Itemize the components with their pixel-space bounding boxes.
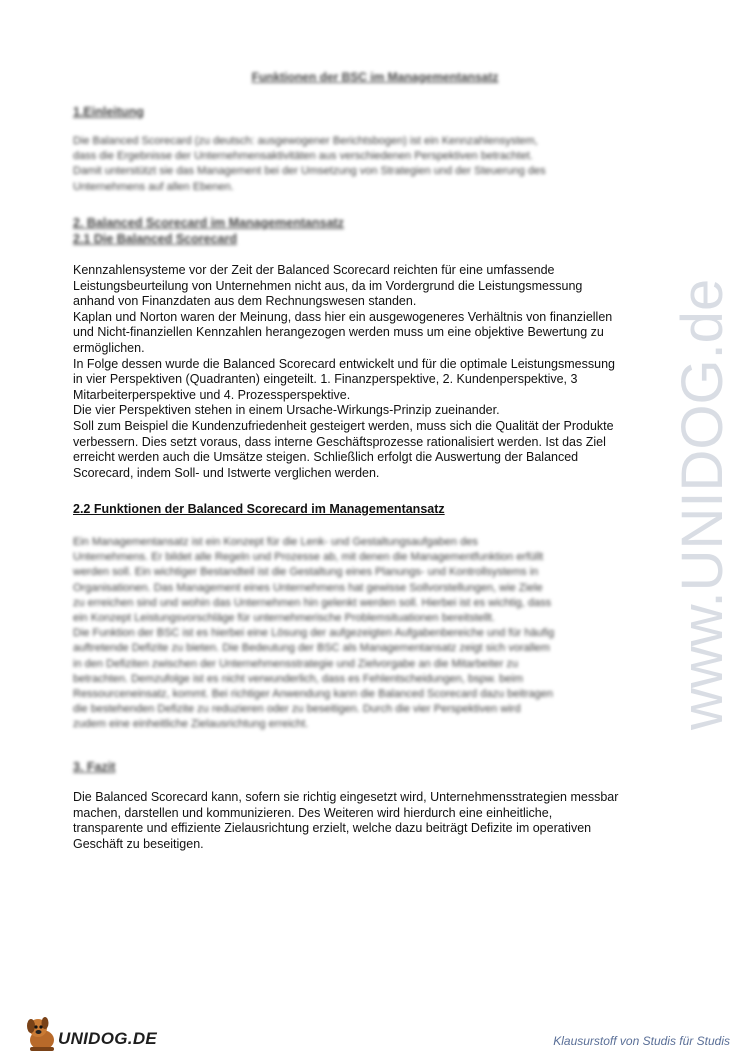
text-line: die bestehenden Defizite zu reduzieren oder zu beseitigen. Durch die vier Perspektiven wird — [73, 703, 521, 716]
text-line: machen, darstellen und kommunizieren. Des Weiteren wird hierdurch eine einheitliche, — [73, 805, 553, 820]
text-line: ein Konzept Leistungsvorschläge für unternehmerische Problemsituationen bereitstellt. — [73, 612, 495, 625]
text-line: Ein Managementansatz ist ein Konzept für die Lenk- und Gestaltungsaufgaben des — [73, 536, 478, 548]
text-line: zudem eine einheitliche Zielausrichtung erreicht. — [73, 718, 309, 731]
section-2-2-heading: 2.2 Funktionen der Balanced Scorecard im Managementansatz — [73, 502, 445, 516]
text-line: in vier Perspektiven (Quadranten) eingeteilt. 1. Finanzperspektive, 2. Kundenperspektive, 3 — [73, 372, 578, 387]
unidog-logo — [22, 1012, 162, 1056]
text-line: Die Funktion der BSC ist es hierbei eine Lösung der aufgezeigten Aufgabenbereiche und für häufig — [73, 627, 555, 640]
text-line: Die Balanced Scorecard (zu deutsch: ausgewogener Berichtsbogen) ist ein Kennzahlensystem, — [73, 135, 538, 147]
text-line: Soll zum Beispiel die Kundenzufriedenheit gesteigert werden, muss sich die Qualität der Produkte — [73, 418, 614, 433]
watermark-text: www.UNIDOG.de — [670, 278, 735, 730]
text-line: erreicht werden auch die Umsätze steigen. Schließlich erfolgt die Auswertung der Balanced — [73, 450, 579, 465]
text-line: Unternehmens. Er bildet alle Regeln und Prozesse ab, mit denen die Managementfunktion erfüllt — [73, 551, 544, 564]
dog-mascot-icon — [22, 1014, 62, 1054]
section-3-heading: 3. Fazit — [73, 760, 116, 774]
text-line: transparente und effiziente Zielausrichtung erzielt, welche dazu beiträgt Defizite im operativen — [73, 821, 592, 836]
section-2-1-heading: 2.1 Die Balanced Scorecard — [73, 232, 237, 246]
text-line: zu erreichen sind und wohin das Unternehmen hin gelenkt werden soll. Hierbei ist es wichtig, dass — [73, 596, 552, 609]
text-line: auftretende Defizite zu bieten. Die Bedeutung der BSC als Managementansatz zeigt sich vorallem — [73, 642, 550, 655]
text-line: Unternehmens auf allen Ebenen. — [73, 180, 234, 193]
text-line: anhand von Finanzdaten aus dem Rechnungswesen standen. — [73, 294, 417, 309]
text-line: Geschäft zu beseitigen. — [73, 836, 204, 851]
text-line: Mitarbeiterperspektive und 4. Prozessperspektive. — [73, 387, 351, 402]
footer-tagline: Klausurstoff von Studis für Studis — [553, 1034, 730, 1048]
section-1-paragraph — [73, 134, 678, 195]
text-line: Die vier Perspektiven stehen in einem Ursache-Wirkungs-Prinzip zueinander. — [73, 403, 500, 418]
text-line: verbessern. Dies setzt voraus, dass interne Geschäftsprozesse rationalisiert werden. Ist das Ziel — [73, 434, 606, 449]
text-line: Ressourceneinsatz, kommt. Bei richtiger Anwendung kann die Balanced Scorecard dazu beitragen — [73, 688, 553, 701]
text-line: in den Defiziten zwischen der Unternehmensstrategie und Zielvorgabe an die Mitarbeiter zu — [73, 657, 519, 670]
section-2-2-paragraph — [73, 535, 678, 733]
logo-wordmark: UNIDOG.DE — [58, 1029, 158, 1048]
section-3-paragraph — [73, 790, 678, 852]
section-1-heading: 1.Einleitung — [73, 105, 144, 119]
text-line: ermöglichen. — [73, 340, 145, 355]
text-line: werden soll. Ein wichtiger Bestandteil ist die Gestaltung eines Planungs- und Kontrollsystems in — [73, 566, 539, 579]
text-line: Die Balanced Scorecard kann, sofern sie richtig eingesetzt wird, Unternehmensstrategien messbar — [73, 790, 619, 804]
section-2-1-paragraph — [73, 263, 678, 481]
text-line: Scorecard, indem Soll- und Istwerte verglichen werden. — [73, 465, 380, 480]
text-line: Organisationen. Das Management eines Unternehmens hat gewisse Sollvorstellungen, wie Ziele — [73, 581, 543, 594]
text-line: Leistungsbeurteilung von Unternehmen nicht aus, da im Vordergrund die Leistungsmessung — [73, 278, 583, 293]
text-line: Kaplan und Norton waren der Meinung, dass hier ein ausgewogeneres Verhältnis von finanziellen — [73, 309, 613, 324]
section-2-heading: 2. Balanced Scorecard im Managementansatz — [73, 216, 344, 230]
text-line: und Nicht-finanziellen Kennzahlen herangezogen werden muss um eine objektive Bewertung zu — [73, 325, 604, 340]
document-title: Funktionen der BSC im Managementansatz — [251, 70, 499, 84]
text-line: betrachten. Demzufolge ist es nicht verwunderlich, dass es Fehlentscheidungen, bspw. beim — [73, 672, 524, 685]
text-line: Kennzahlensysteme vor der Zeit der Balanced Scorecard reichten für eine umfassende — [73, 263, 555, 277]
text-line: dass die Ergebnisse der Unternehmensaktivitäten aus verschiedenen Perspektiven betrachtet. — [73, 150, 533, 163]
text-line: Damit unterstützt sie das Management bei der Umsetzung von Strategien und der Steuerung des — [73, 165, 546, 178]
text-line: In Folge dessen wurde die Balanced Scorecard entwickelt und für die optimale Leistungsmessung — [73, 356, 615, 371]
